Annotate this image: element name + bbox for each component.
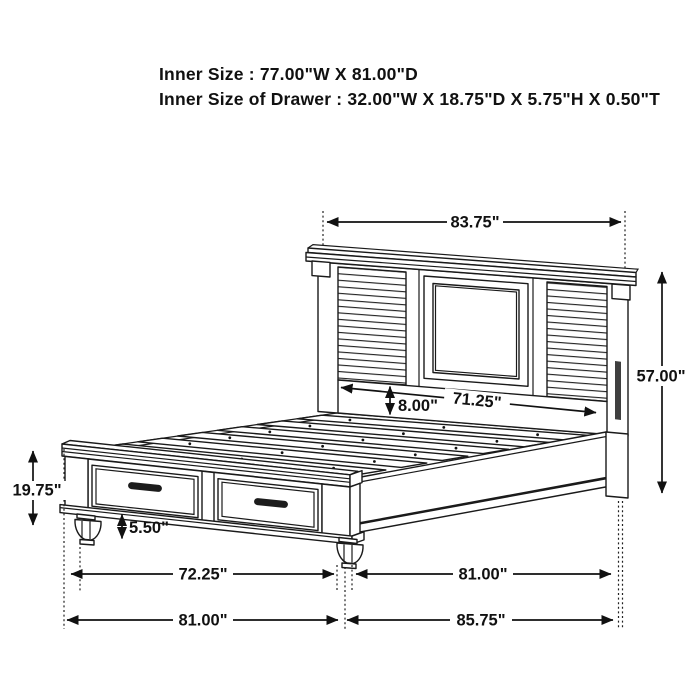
dim-label-footboard-drawer-width: 72.25" [178, 565, 228, 584]
bun-foot-left [75, 514, 101, 545]
headboard-louver-panel-left [338, 267, 406, 385]
dim-footboard-drawer-width [71, 565, 334, 584]
footboard-left-post [65, 456, 88, 508]
dim-headboard-width [327, 213, 621, 233]
dim-label-side-rail-length: 81.00" [458, 565, 508, 584]
dim-label-footboard-height: 19.75" [12, 481, 62, 500]
dim-label-floor-clearance: 5.50" [129, 519, 169, 537]
dim-label-inner-rail-width: 71.25" [451, 389, 503, 413]
headboard-louver-panel-right [547, 282, 607, 402]
inner-size-line: Inner Size : 77.00"W X 81.00"D [159, 64, 418, 84]
dim-label-footboard-width: 81.00" [178, 611, 228, 630]
dim-footboard-height [6, 451, 66, 525]
dim-label-rail-height: 8.00" [398, 397, 438, 415]
headboard-center-panel [424, 276, 528, 386]
dim-label-headboard-height: 57.00" [636, 367, 686, 386]
footboard-right-post [322, 484, 350, 537]
dim-headboard-height [631, 272, 693, 493]
dim-side-rail-length [356, 565, 611, 584]
headboard-right-leg [606, 432, 628, 498]
headboard-post-shadow [615, 361, 621, 420]
drawer-divider [202, 471, 214, 521]
dim-footboard-width [67, 611, 338, 630]
dim-overall-length [347, 611, 613, 630]
dim-floor-clearance [122, 515, 169, 539]
inner-drawer-size-line: Inner Size of Drawer : 32.00"W X 18.75"D X 5.75"H X 0.50"T [159, 89, 660, 109]
dim-label-headboard-width: 83.75" [450, 213, 500, 232]
dim-label-overall-length: 85.75" [456, 611, 506, 630]
footboard-right-post-side [350, 483, 360, 536]
